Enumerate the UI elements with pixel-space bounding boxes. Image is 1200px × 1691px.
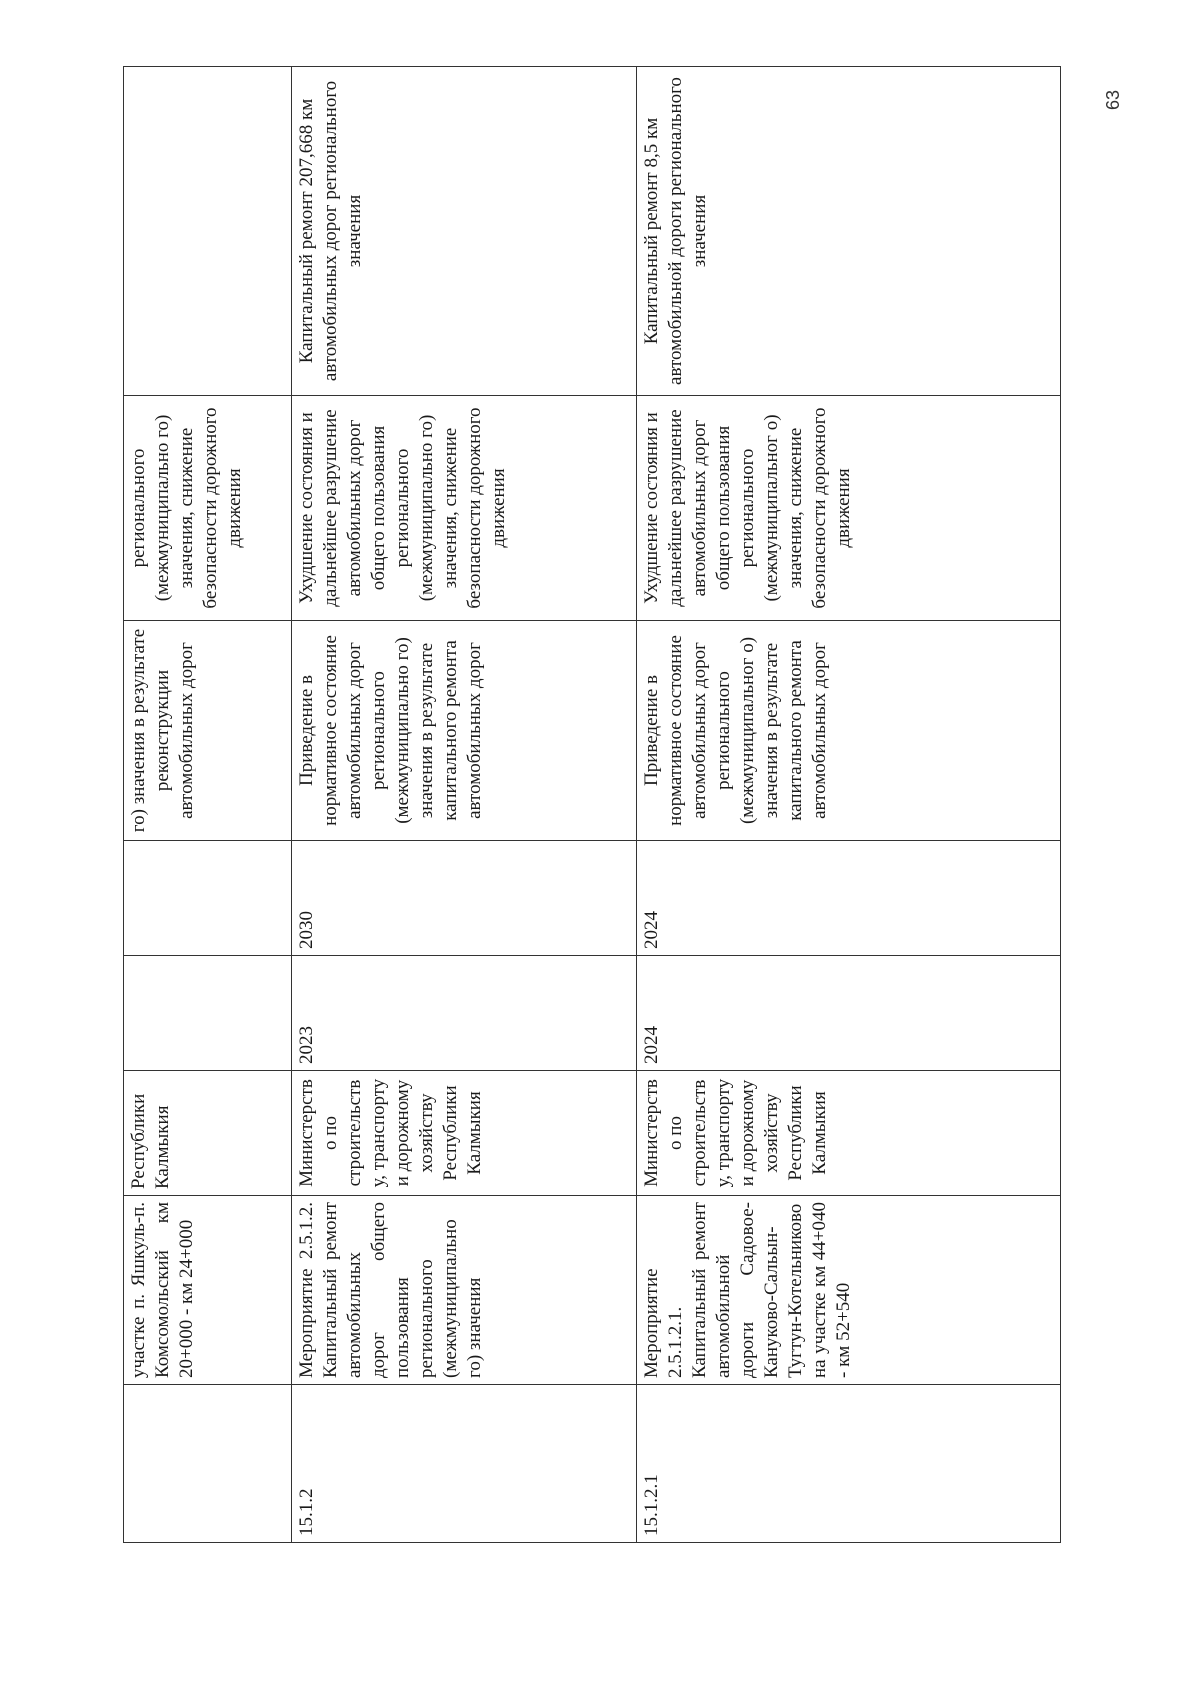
result-cell: го) значения в результате реконструкции автомобильных дорог — [124, 621, 292, 841]
table-row — [124, 67, 292, 1543]
indicator-cell — [124, 67, 292, 396]
row-number-cell: 15.1.2.1 — [637, 1385, 1061, 1543]
result-cell: Приведение в нормативное состояние автомобильных дорог регионального (межмуниципальног о) значения в результате капитального ремонта автомобильных дорог — [637, 621, 1061, 841]
table-row — [637, 67, 1061, 1543]
table-row — [292, 67, 637, 1543]
event-cell: Мероприятие 2.5.1.2.1. Капитальный ремонт автомобильной дороги Садовое-Кануково-Сальын-Тугтун-Котельниково на участке км 44+040 - км 52+540 — [637, 1196, 1061, 1385]
start-year-cell: 2023 — [292, 956, 637, 1071]
indicator-cell: Капитальный ремонт 8,5 км автомобильной дороги регионального значения — [637, 67, 1061, 396]
consequences-cell: Ухудшение состояния и дальнейшее разрушение автомобильных дорог общего пользования регионального (межмуниципально го) значения, снижение безопасности дорожного движения — [292, 396, 637, 621]
row-number-cell: 15.1.2 — [292, 1385, 637, 1543]
indicator-cell: Капитальный ремонт 207,668 км автомобильных дорог регионального значения — [292, 67, 637, 396]
consequences-cell: регионального (межмуниципально го) значения, снижение безопасности дорожного движения — [124, 396, 292, 621]
measures-table — [123, 66, 1061, 1543]
page-number: 63 — [1103, 89, 1123, 110]
executor-cell: Республики Калмыкия — [124, 1071, 292, 1196]
end-year-cell: 2024 — [637, 841, 1061, 956]
executor-cell: Министерств о по строительств у, транспорту и дорожному хозяйству Республики Калмыкия — [292, 1071, 637, 1196]
start-year-cell — [124, 956, 292, 1071]
end-year-cell: 2030 — [292, 841, 637, 956]
consequences-cell: Ухудшение состояния и дальнейшее разрушение автомобильных дорог общего пользования регионального (межмуниципальног о) значения, снижение безопасности дорожного движения — [637, 396, 1061, 621]
rotated-page — [123, 67, 1060, 1543]
start-year-cell: 2024 — [637, 956, 1061, 1071]
end-year-cell — [124, 841, 292, 956]
result-cell: Приведение в нормативное состояние автомобильных дорог регионального (межмуниципально го) значения в результате капитального ремонта автомобильных дорог — [292, 621, 637, 841]
event-cell: участке п. Яшкуль-п. Комсомольский км 20+000 - км 24+000 — [124, 1196, 292, 1385]
row-number-cell — [124, 1385, 292, 1543]
event-cell: Мероприятие 2.5.1.2. Капитальный ремонт автомобильных дорог общего пользования регионального (межмуниципально го) значения — [292, 1196, 637, 1385]
executor-cell: Министерств о по строительств у, транспорту и дорожному хозяйству Республики Калмыкия — [637, 1071, 1061, 1196]
